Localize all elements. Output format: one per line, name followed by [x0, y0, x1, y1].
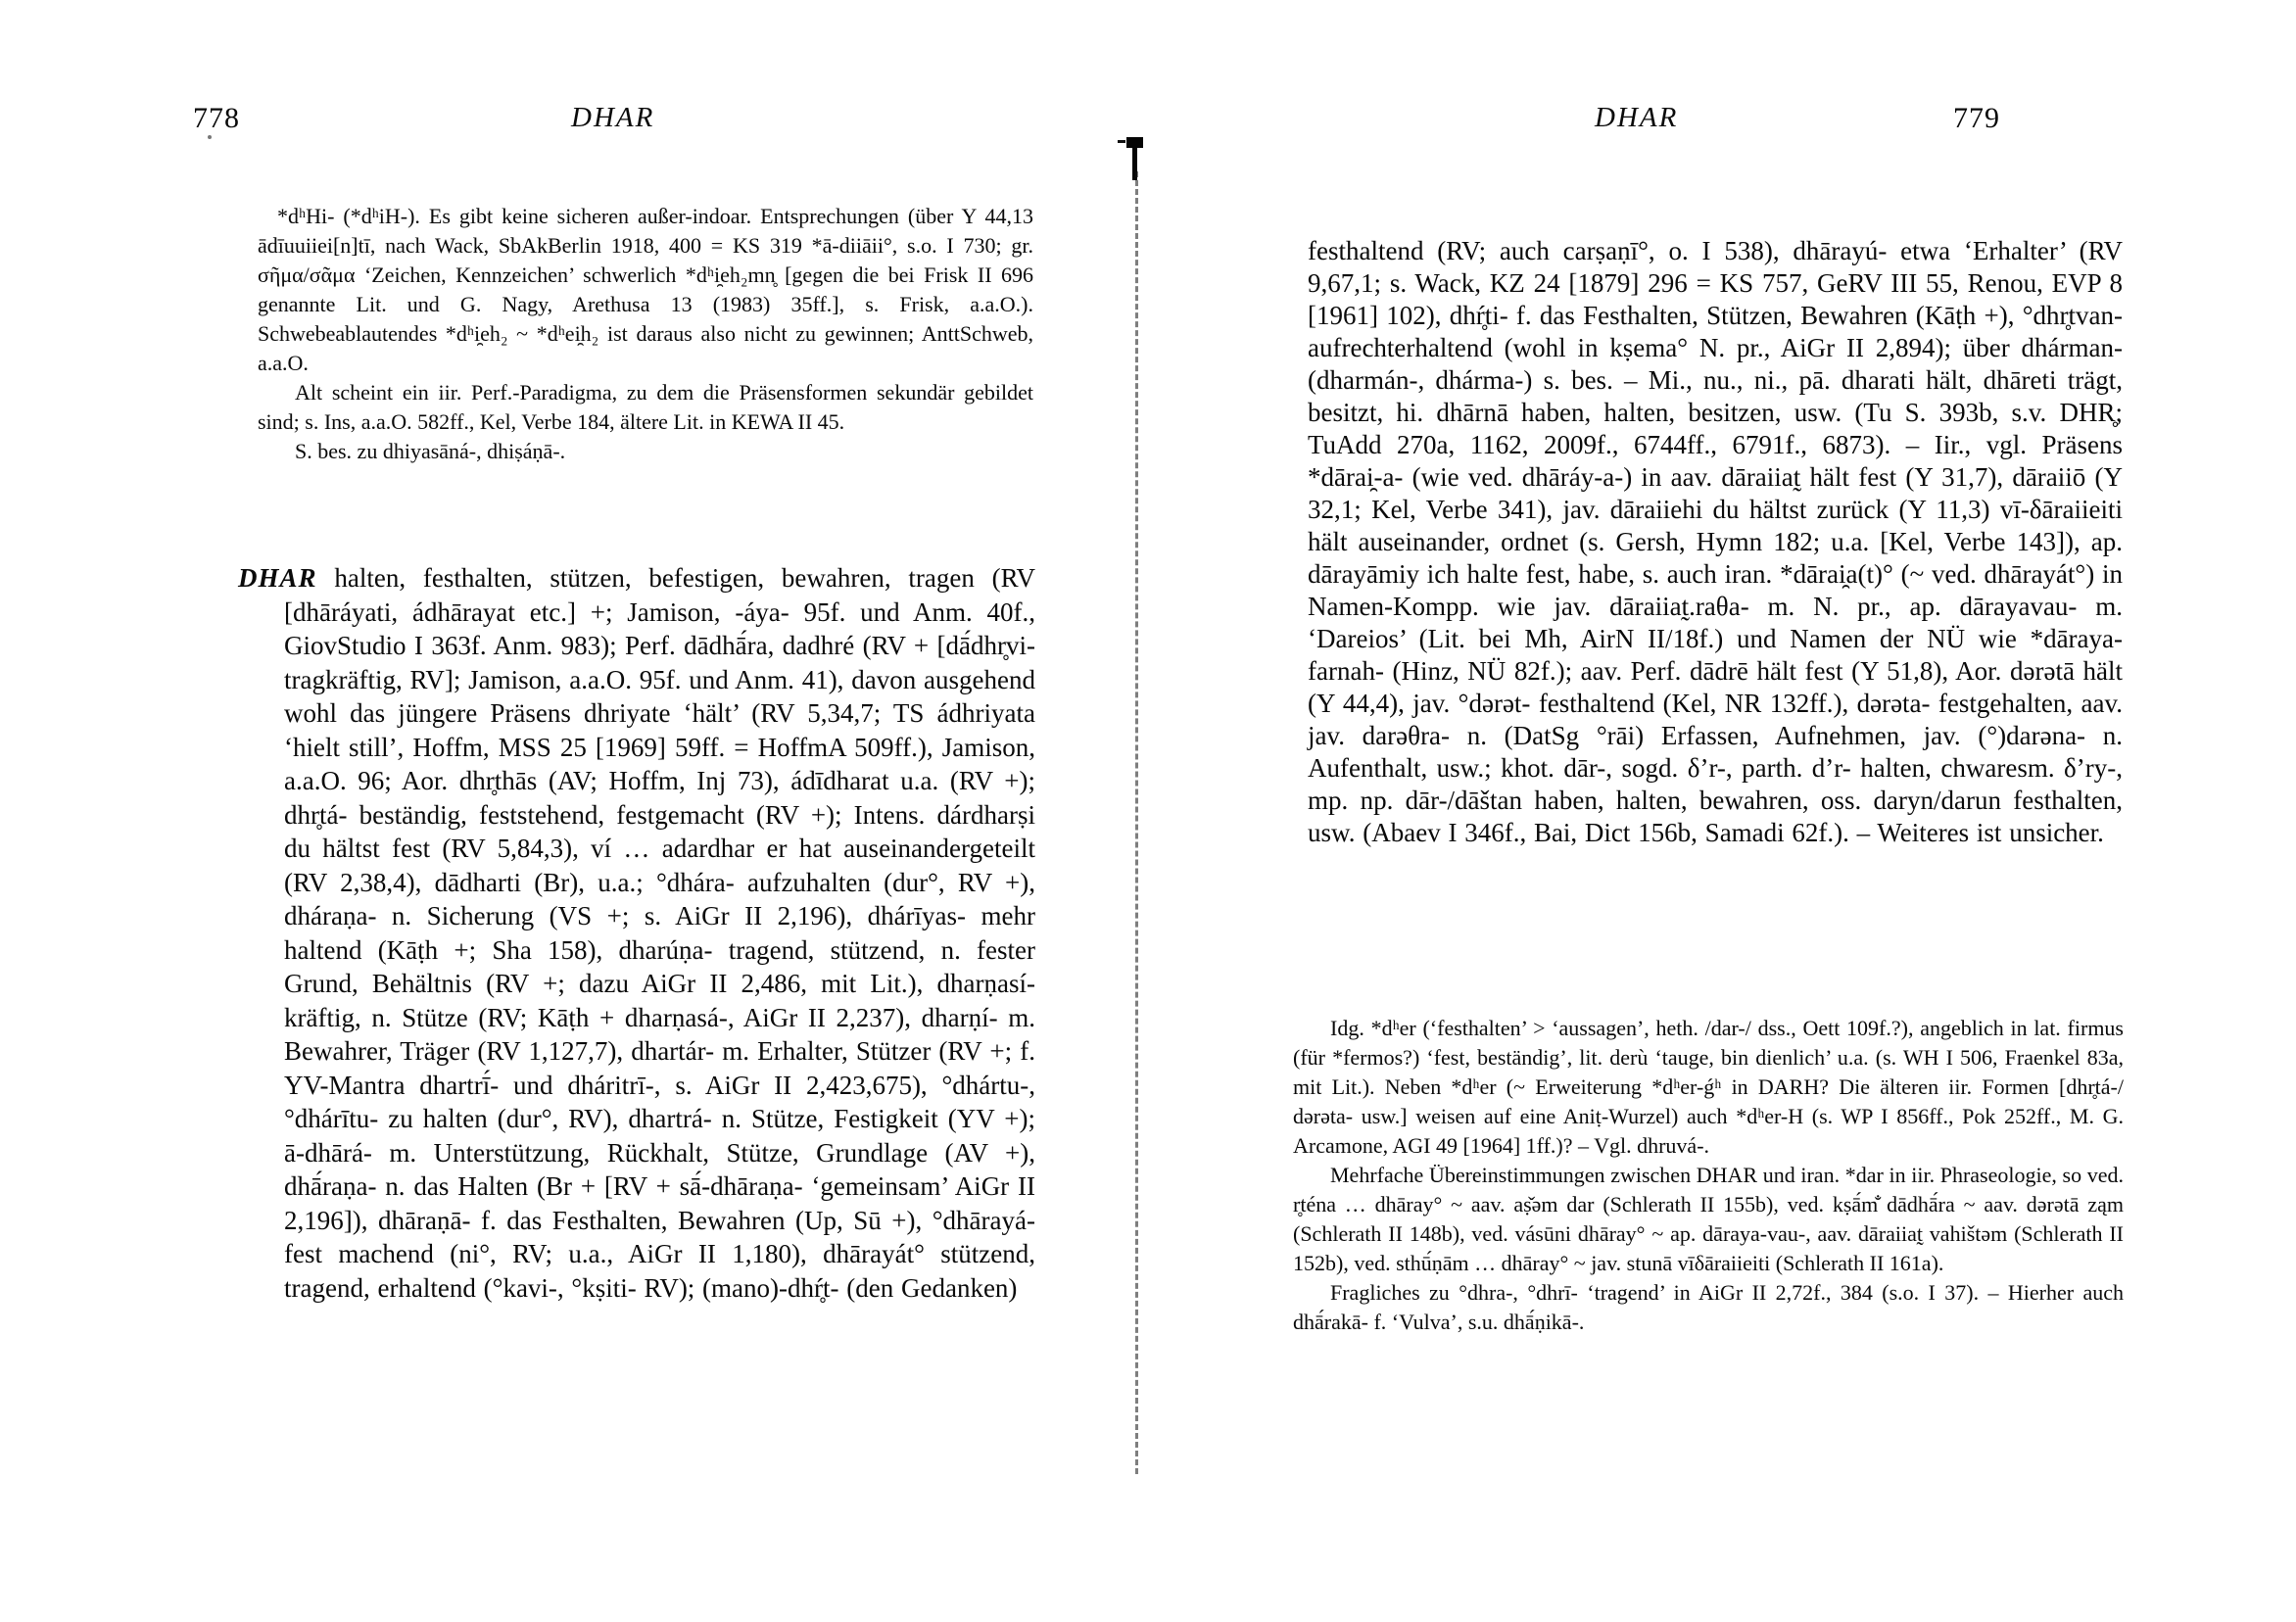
binding-mark	[1118, 140, 1125, 143]
left-page	[191, 0, 1038, 1622]
etymology-note-paragraph: *dʰHi- (*dʰiH-). Es gibt keine sicheren außer-indoar. Entsprechungen (über Y 44,13 ādīuuiiei[n]tī, nach Wack, SbAkBerlin 1918, 400 = KS 319 *ā-diiāii°, s.o. I 730; gr. σῆμα/σᾶμα ‘Zeichen, Kennzeichen’ schwerlich *dʰi̯eh₂mn̥ [gegen die bei Frisk II 696 genannte Lit. und G. Nagy, Arethusa 13 (1983) 35ff.], s. Frisk, a.a.O.). Schwebeablautendes *dʰi̯eh₂ ~ *dʰei̯h₂ ist daraus also nicht zu gewinnen; AnttSchweb, a.a.O.	[258, 204, 1033, 375]
binding-crease	[1135, 171, 1138, 1474]
dictionary-entry-block	[238, 561, 1035, 1305]
entry-body: halten, festhalten, stützen, befestigen, bewahren, tragen (RV [dhāráyati, ádhārayat etc.] +; Jamison, -áya- 95f. und Anm. 40f., GiovStudio I 363f. Anm. 983); Perf. dādhā́ra, dadhré (RV + [dā́dhr̥vi- tragkräftig, RV]; Jamison, a.a.O. 95f. und Anm. 41), davon ausgehend wohl das jüngere Präsens dhriyate ‘hält’ (RV 5,34,7; TS ádhriyata ‘hielt still’, Hoffm, MSS 25 [1969] 59ff. = HoffmA 509ff.), Jamison, a.a.O. 96; Aor. dhr̥thās (AV; Hoffm, Inj 73), ádīdharat u.a. (RV +); dhr̥tá- beständig, feststehend, festgemacht (RV +); Intens. dárdharṣi du hältst fest (RV 5,84,3), ví … adardhar er hat auseinandergeteilt (RV 2,38,4), dādharti (Br), u.a.; °dhára- aufzuhalten (dur°, RV +), dháraṇa- n. Sicherung (VS +; s. AiGr II 2,196), dhárīyas- mehr haltend (Kāṭh +; Sha 158), dharúṇa- tragend, stützend, n. fester Grund, Behältnis (RV +; dazu AiGr II 2,486, mit Lit.), dharṇasí- kräftig, n. Stütze (RV; Kāṭh + dharṇasá-, AiGr II 2,237), dharṇí- m. Bewahrer, Träger (RV 1,127,7), dhartár- m. Erhalter, Stützer (RV +; f. YV-Mantra dhartrī́- und dháritrī-, s. AiGr II 2,423,675), °dhártu-, °dhárītu- zu halten (dur°, RV), dhartrá- n. Stütze, Festigkeit (YV +); ā-dhārá- m. Unterstützung, Rückhalt, Stütze, Grundlage (AV +), dhā́raṇa- n. das Halten (Br + [RV + sā́-dhāraṇa- ‘gemeinsam’ AiGr II 2,196]), dhāraṇā- f. das Festhalten, Bewahren (Up, Sū +), °dhārayá- fest machend (ni°, RV; u.a., AiGr II 1,180), dhārayát° stützend, tragend, erhaltend (°kavi-, °kṣiti- RV); (mano)-dhŕ̥t- (den Gedanken)	[284, 563, 1035, 1303]
cross-reference-paragraph: S. bes. zu dhiyasāná-, dhiṣáṇā-.	[295, 439, 566, 463]
running-head: DHAR	[1595, 102, 1679, 133]
petit-notes-block	[1293, 1014, 2124, 1337]
page-number: 778	[193, 102, 240, 134]
entry-continuation: festhaltend (RV; auch carṣaṇī°, o. I 538), dhārayú- etwa ‘Erhalter’ (RV 9,67,1; s. Wack, KZ 24 [1879] 296 = KS 757, GeRV III 55, Renou, EVP 8 [1961] 102), dhŕ̥ti- f. das Festhalten, Stützen, Bewahren (Kāṭh +), °dhr̥tvan- aufrechterhaltend (wohl in kṣema° N. pr., AiGr II 2,894); über dhárman- (dharmán-, dhárma-) s. bes. – Mi., nu., ni., pā. dharati hält, dhāreti trägt, besitzt, hi. dhārnā haben, halten, besitzen, usw. (Tu S. 393b, s.v. DHR̥; TuAdd 270a, 1162, 2009f., 6744ff., 6791f., 6873). – Iir., vgl. Präsens *dārai̯-a- (wie ved. dhāráy-a-) in aav. dāraiiat̰ hält fest (Y 31,7), dāraiiō (Y 32,1; Kel, Verbe 341), jav. dāraiiehi du hältst zurück (Y 11,3) vī-δāraiieiti hält auseinander, ordnet (s. Gersh, Hymn 182; u.a. [Kel, Verbe 143]), ap. dārayāmiy ich halte fest, habe, s. auch iran. *dārai̯a(t)° (~ ved. dhārayát°) in Namen-Kompp. wie jav. dāraiiat̰.raθa- m. N. pr., ap. dārayavau- m. ‘Dareios’ (Lit. bei Mh, AirN II/18f.) und Namen der NÜ wie *dāraya-farnah- (Hinz, NÜ 82f.); aav. Perf. dādrē hält fest (Y 51,8), Aor. dərətā hält (Y 44,4), jav. °dərət- festhaltend (Kel, NR 132ff.), dərəta- festgehalten, aav. jav. darəθra- n. (DatSg °rāi) Erfassen, Aufnehmen, jav. (°)darəna- n. Aufenthalt, usw.; khot. dār-, sogd. δ’r-, parth. d’r- halten, chwaresm. δ’ry-, mp. np. dār-/dāštan haben, halten, bewahren, oss. daryn/darun festhalten, usw. (Abaev I 346f., Bai, Dict 156b, Samadi 62f.). – Weiteres ist unsicher.	[1308, 236, 2123, 847]
running-head: DHAR	[571, 102, 655, 133]
entry-headword: DHAR	[238, 563, 317, 593]
entry-continuation-block	[1308, 235, 2123, 849]
idg-root-paragraph: Idg. *dʰer (‘festhalten’ > ‘aussagen’, heth. /dar-/ dss., Oett 109f.?), angeblich in lat. firmus (für *fermos?) ‘fest, beständig’, lit. derù ‘tauge, bin dienlich’ u.a. (s. WH I 506, Fraenkel 83a, mit Lit.). Neben *dʰer (~ Erweiterung *dʰer-ǵʰ in DARH? Die älteren iir. Formen [dhr̥tá-/ dərəta- usw.] weisen auf eine Aniṭ-Wurzel) auch *dʰer-H (s. WP I 856ff., Pok 252ff., M. G. Arcamone, AGI 49 [1964] 1ff.)? – Vgl. dhruvá-.	[1293, 1016, 2124, 1158]
perfect-paradigm-note-paragraph: Alt scheint ein iir. Perf.-Paradigma, zu dem die Präsensformen sekundär gebildet sind; s. Ins, a.a.O. 582ff., Kel, Verbe 184, ältere Lit. in KEWA II 45.	[258, 380, 1033, 434]
right-page-header	[1273, 102, 2140, 143]
phraseology-paragraph: Mehrfache Übereinstimmungen zwischen DHAR und iran. *dar in iir. Phraseologie, so ved. r̥téna … dhāray° ~ aav. aṣ̌əm dar (Schlerath II 155b), ved. kṣā́m̐ dādhā́ra ~ aav. dərətā ząm (Schlerath II 148b), ved. vásūni dhāray° ~ ap. dāraya-vau-, aav. dāraiiat̰ vahištəm (Schlerath II 152b), ved. sthū́ṇām … dhāray° ~ jav. stunā vīδāraiieiti (Schlerath II 161a).	[1293, 1163, 2124, 1275]
right-page	[1273, 0, 2140, 1622]
page-number: 779	[1953, 102, 2000, 134]
petit-notes-block	[258, 202, 1033, 466]
dictionary-entry	[238, 561, 1035, 1305]
left-page-header	[191, 102, 1038, 143]
uncertain-forms-paragraph: Fragliches zu °dhra-, °dhrī- ‘tragend’ in AiGr II 2,72f., 384 (s.o. I 37). – Hierher auch dhā́rakā- f. ‘Vulva’, s.u. dhā́ṇikā-.	[1293, 1280, 2124, 1334]
